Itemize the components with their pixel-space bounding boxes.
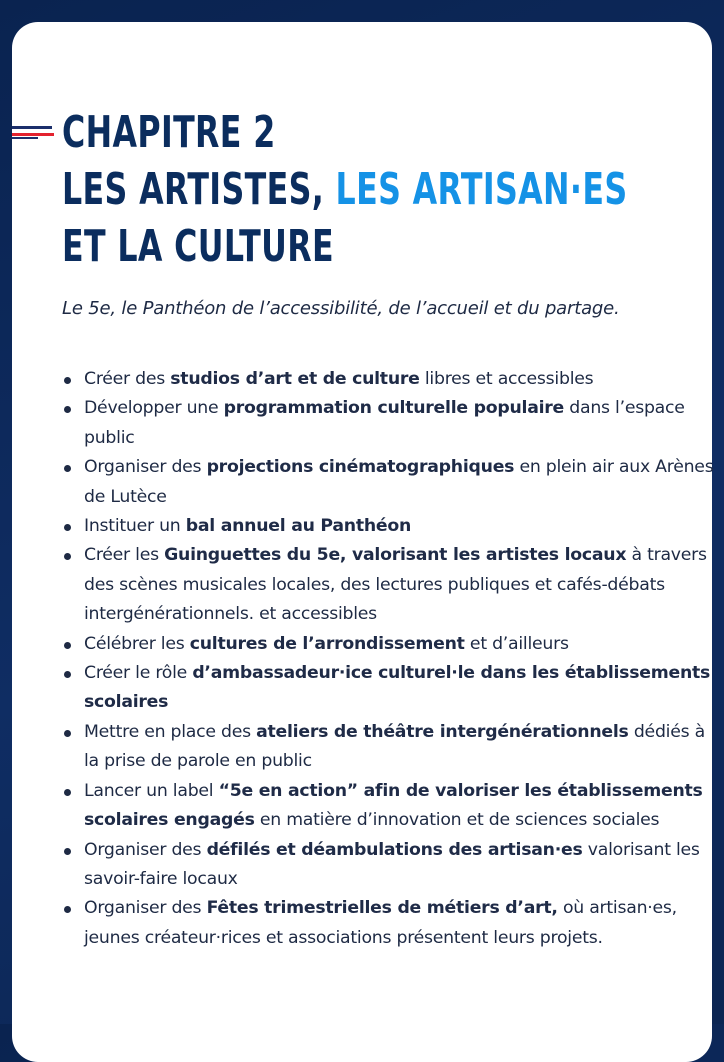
chapter-subtitle: Le 5e, le Panthéon de l’accessibilité, de l’accueil et du partage. <box>62 298 620 319</box>
list-item: Lancer un label “5e en action” afin de valoriser les établissements scolaires engagés en matière d’innovation et de sciences sociales <box>84 777 714 836</box>
list-item: Organiser des défilés et déambulations des artisan·es valorisant les savoir-faire locaux <box>84 836 714 895</box>
content-card <box>12 22 712 1062</box>
list-item: Mettre en place des ateliers de théâtre intergénérationnels dédiés à la prise de parole en public <box>84 718 714 777</box>
list-item: Célébrer les cultures de l’arrondissement et d’ailleurs <box>84 630 714 659</box>
title-artisans: LES ARTISAN·ES <box>335 164 628 215</box>
chapter-title <box>62 104 628 275</box>
proposals-list <box>84 365 714 953</box>
list-item: Organiser des projections cinématographiques en plein air aux Arènes de Lutèce <box>84 453 714 512</box>
list-item: Créer des studios d’art et de culture libres et accessibles <box>84 365 714 394</box>
title-culture: ET LA CULTURE <box>62 221 334 272</box>
french-flag-decoration <box>12 126 54 140</box>
list-item: Créer le rôle d’ambassadeur·ice culturel·le dans les établissements scolaires <box>84 659 714 718</box>
title-artists: LES ARTISTES, <box>62 164 325 215</box>
list-item: Instituer un bal annuel au Panthéon <box>84 512 714 541</box>
list-item: Organiser des Fêtes trimestrielles de métiers d’art, où artisan·es, jeunes créateur·rices et associations présentent leurs projets. <box>84 894 714 953</box>
list-item: Développer une programmation culturelle populaire dans l’espace public <box>84 394 714 453</box>
list-item: Créer les Guinguettes du 5e, valorisant les artistes locaux à travers des scènes musicales locales, des lectures publiques et cafés-débats intergénérationnels. et accessibles <box>84 541 714 629</box>
chapter-number: CHAPITRE 2 <box>62 107 276 158</box>
